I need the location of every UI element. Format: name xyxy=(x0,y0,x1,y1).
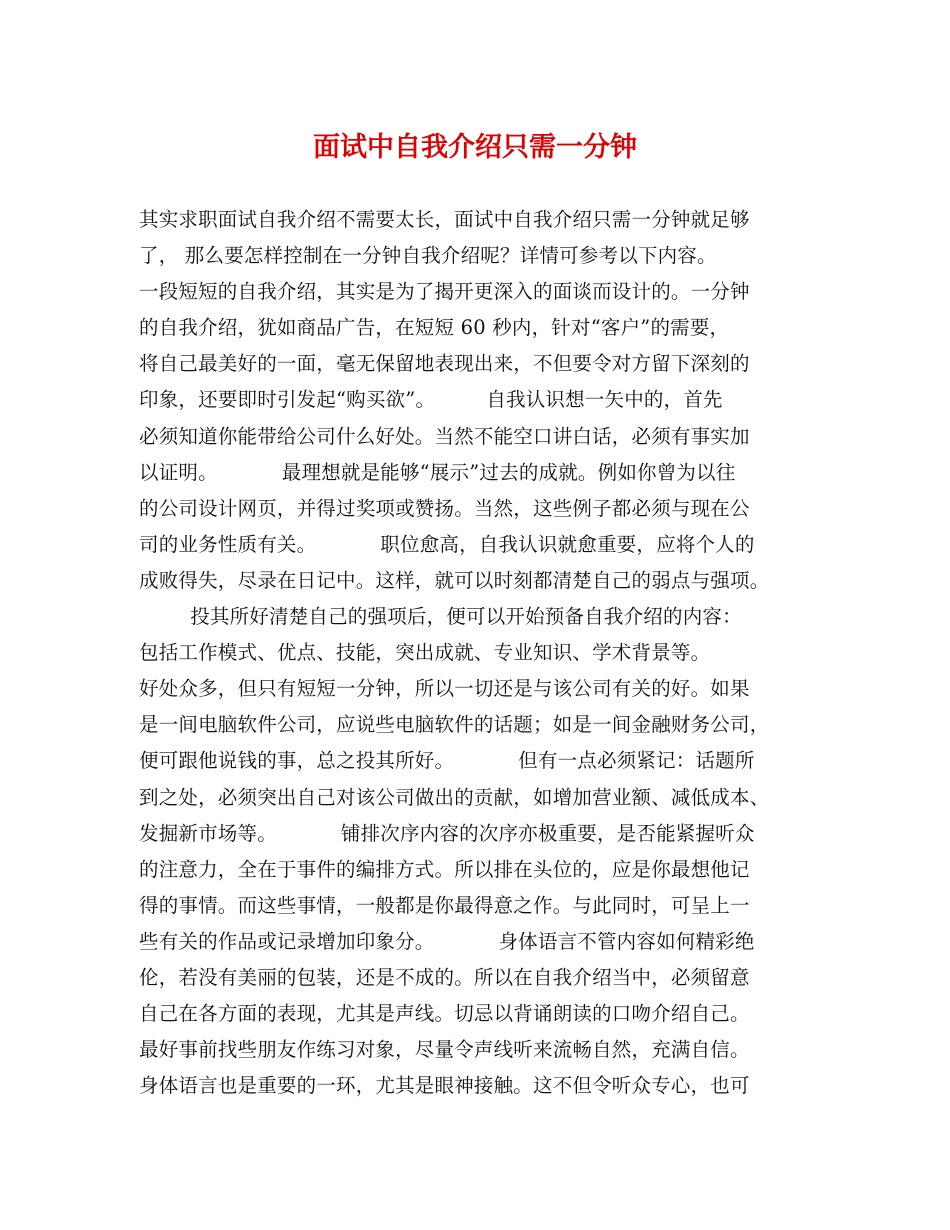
body-line: 到之处，必须突出自己对该公司做出的贡献，如增加营业额、减低成本、 xyxy=(139,785,770,809)
body-line: 司的业务性质有关。 职位愈高，自我认识就愈重要，应将个人的 xyxy=(139,532,755,556)
body-line: 便可跟他说钱的事，总之投其所好。 但有一点必须紧记：话题所 xyxy=(139,749,755,773)
body-line: 包括工作模式、优点、技能，突出成就、专业知识、学术背景等。 xyxy=(139,641,711,665)
body-line: 自己在各方面的表现，尤其是声线。切忌以背诵朗读的口吻介绍自己。 xyxy=(139,1002,750,1026)
body-line: 发掘新市场等。 铺排次序内容的次序亦极重要，是否能紧握听众 xyxy=(139,821,755,845)
body-line: 是一间电脑软件公司，应说些电脑软件的话题；如是一间金融财务公司， xyxy=(139,713,770,737)
body-line: 得的事情。而这些事情，一般都是你最得意之作。与此同时，可呈上一 xyxy=(139,893,750,917)
body-line: 其实求职面试自我介绍不需要太长，面试中自我介绍只需一分钟就足够 xyxy=(139,208,750,231)
body-line: 的注意力，全在于事件的编排方式。所以排在头位的，应是你最想他记 xyxy=(139,857,750,881)
body-line: 印象，还要即时引发起“购买欲”。 自我认识想一矢中的，首先 xyxy=(139,388,723,412)
body-line: 伦，若没有美丽的包装，还是不成的。所以在自我介绍当中，必须留意 xyxy=(139,965,750,989)
body-line: 的公司设计网页，并得过奖项或赞扬。当然，这些例子都必须与现在公 xyxy=(139,496,750,520)
body-line: 身体语言也是重要的一环，尤其是眼神接触。这不但令听众专心，也可 xyxy=(139,1074,750,1098)
document-body xyxy=(139,202,839,1104)
body-line: 成败得失，尽录在日记中。这样，就可以时刻都清楚自己的弱点与强项。 xyxy=(139,568,770,592)
document-title: 面试中自我介绍只需一分钟 xyxy=(313,132,637,163)
body-line: 了， 那么要怎样控制在一分钟自我介绍呢？详情可参考以下内容。 xyxy=(139,244,717,268)
body-line: 一段短短的自我介绍，其实是为了揭开更深入的面谈而设计的。一分钟 xyxy=(139,280,750,304)
body-line: 最好事前找些朋友作练习对象，尽量令声线听来流畅自然，充满自信。 xyxy=(139,1038,750,1062)
body-line: 投其所好清楚自己的强项后，便可以开始预备自我介绍的内容： xyxy=(139,605,742,629)
body-line: 将自己最美好的一面，毫无保留地表现出来，不但要令对方留下深刻的 xyxy=(139,352,750,376)
body-line: 的自我介绍，犹如商品广告，在短短 60 秒内，针对“客户”的需要， xyxy=(139,316,730,340)
body-line: 好处众多，但只有短短一分钟，所以一切还是与该公司有关的好。如果 xyxy=(139,677,750,701)
body-line: 必须知道你能带给公司什么好处。当然不能空口讲白话，必须有事实加 xyxy=(139,424,750,448)
body-line: 些有关的作品或记录增加印象分。 身体语言不管内容如何精彩绝 xyxy=(139,929,755,953)
body-line: 以证明。 最理想就是能够“展示”过去的成就。例如你曾为以往 xyxy=(139,460,736,484)
